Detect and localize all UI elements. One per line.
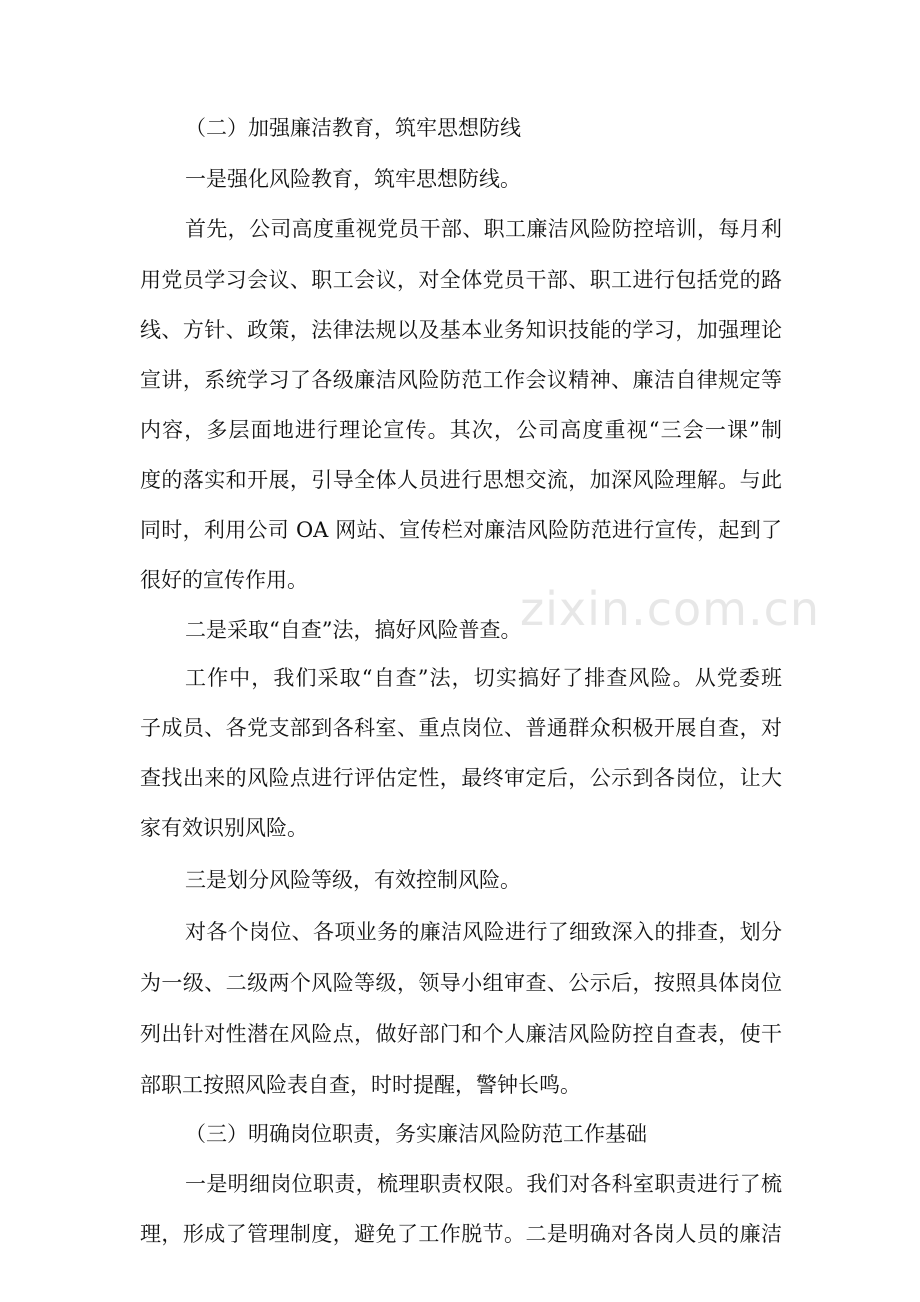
paragraph-line: 宣讲，系统学习了各级廉洁风险防范工作会议精神、廉洁自律规定等 — [140, 368, 782, 392]
point-heading: 一是强化风险教育，筑牢思想防线。 — [185, 167, 521, 191]
paragraph-line: 对各个岗位、各项业务的廉洁风险进行了细致深入的排查，划分 — [185, 920, 782, 944]
paragraph-line: 工作中，我们采取“自查”法，切实搞好了排查风险。从党委班 — [185, 666, 782, 690]
paragraph-line: 部职工按照风险表自查，时时提醒，警钟长鸣。 — [140, 1073, 581, 1097]
paragraph-line: 家有效识别风险。 — [140, 816, 308, 840]
paragraph-line: 子成员、各党支部到各科室、重点岗位、普通群众积极开展自查，对 — [140, 716, 782, 740]
paragraph-line: 列出针对性潜在风险点，做好部门和个人廉洁风险防控自查表，使干 — [140, 1022, 782, 1046]
point-heading: 三是划分风险等级，有效控制风险。 — [185, 868, 521, 892]
paragraph-line: 内容，多层面地进行理论宣传。其次，公司高度重视“三会一课”制 — [140, 418, 782, 442]
paragraph-line: 线、方针、政策，法律法规以及基本业务知识技能的学习，加强理论 — [140, 318, 782, 342]
paragraph-line: 同时，利用公司 OA 网站、宣传栏对廉洁风险防范进行宣传，起到了 — [140, 518, 782, 542]
paragraph-line: 理，形成了管理制度，避免了工作脱节。二是明确对各岗人员的廉洁 — [140, 1222, 782, 1246]
paragraph-line: 查找出来的风险点进行评估定性，最终审定后，公示到各岗位，让大 — [140, 766, 782, 790]
section-heading: （二）加强廉洁教育，筑牢思想防线 — [185, 116, 521, 140]
point-heading: 二是采取“自查”法，搞好风险普查。 — [185, 618, 522, 642]
paragraph-line: 用党员学习会议、职工会议，对全体党员干部、职工进行包括党的路 — [140, 268, 782, 292]
paragraph-line: 很好的宣传作用。 — [140, 568, 308, 592]
paragraph-line: 为一级、二级两个风险等级，领导小组审查、公示后，按照具体岗位 — [140, 971, 782, 995]
watermark: zixin.com.cn — [520, 582, 821, 636]
paragraph-line: 一是明细岗位职责，梳理职责权限。我们对各科室职责进行了梳 — [185, 1172, 782, 1196]
section-heading: （三）明确岗位职责，务实廉洁风险防范工作基础 — [185, 1122, 647, 1146]
paragraph-line: 首先，公司高度重视党员干部、职工廉洁风险防控培训，每月利 — [185, 217, 782, 241]
paragraph-line: 度的落实和开展，引导全体人员进行思想交流，加深风险理解。与此 — [140, 468, 782, 492]
